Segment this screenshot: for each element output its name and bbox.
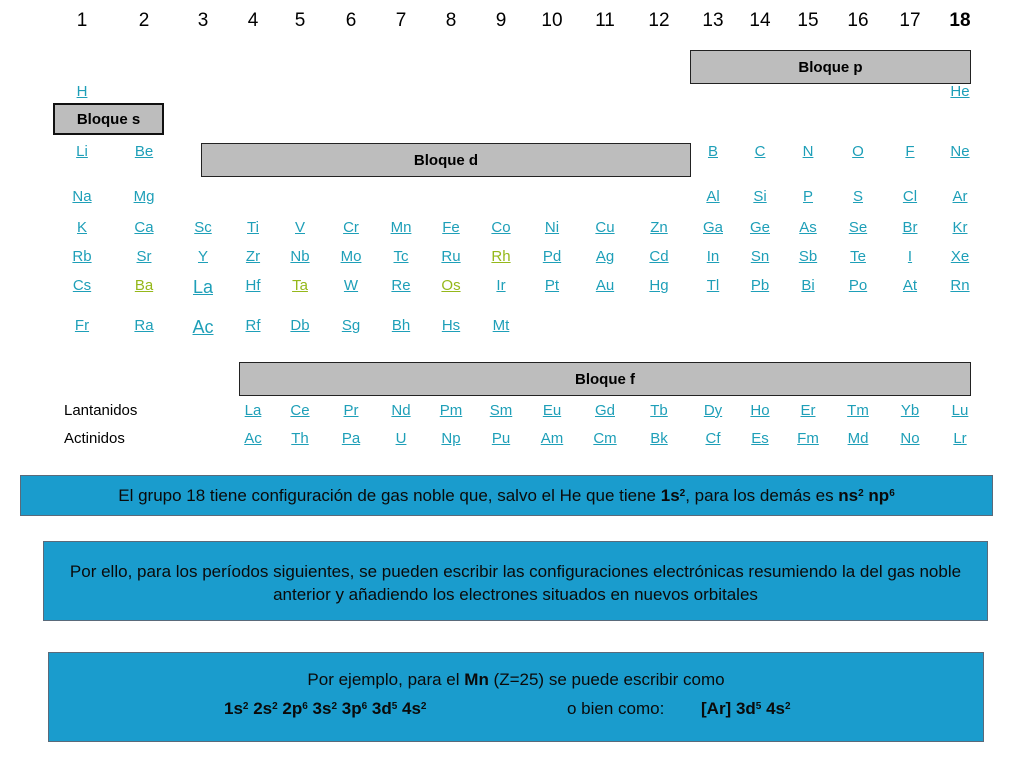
explanation-text: Por ello, para los períodos siguientes, se pueden escribir las configuraciones electrónicas resumiendo la del gas noble anterior y añadiendo los electrones situados en nuevos orbitales (69, 562, 962, 604)
element-link-hs[interactable]: Hs (441, 317, 461, 334)
group-number: 14 (749, 10, 771, 31)
element-link-er[interactable]: Er (800, 402, 816, 419)
element-link-pu[interactable]: Pu (491, 430, 511, 447)
block-s-label: Bloque s (53, 103, 164, 135)
element-link-la[interactable]: La (192, 277, 214, 297)
lanthanides-label: Lantanidos (64, 402, 138, 419)
element-link-pr[interactable]: Pr (343, 402, 359, 419)
element-link-re[interactable]: Re (391, 277, 411, 294)
element-link-lu[interactable]: Lu (951, 402, 969, 419)
element-link-cf[interactable]: Cf (705, 430, 721, 447)
block-f-label: Bloque f (239, 362, 971, 396)
element-link-cu[interactable]: Cu (595, 219, 615, 236)
element-link-v[interactable]: V (294, 219, 305, 236)
element-link-ag[interactable]: Ag (595, 248, 615, 265)
element-link-ca[interactable]: Ca (134, 219, 154, 236)
element-link-as[interactable]: As (799, 219, 817, 236)
group-number: 7 (395, 10, 407, 31)
group-number: 4 (247, 10, 259, 31)
mn-short-configuration: [Ar] $3d^5$ $4s^2$ (701, 699, 791, 718)
element-link-be[interactable]: Be (134, 143, 154, 160)
element-link-ti[interactable]: Ti (247, 219, 259, 236)
element-link-y[interactable]: Y (197, 248, 208, 265)
element-link-pt[interactable]: Pt (544, 277, 560, 294)
element-link-at[interactable]: At (902, 277, 918, 294)
element-link-ni[interactable]: Ni (544, 219, 560, 236)
element-link-mn[interactable]: Mn (390, 219, 412, 236)
group-number: 2 (138, 10, 150, 31)
element-link-la[interactable]: La (244, 402, 262, 419)
element-link-es[interactable]: Es (751, 430, 769, 447)
element-link-ac[interactable]: Ac (192, 317, 214, 337)
element-link-kr[interactable]: Kr (952, 219, 968, 236)
element-link-u[interactable]: U (395, 430, 407, 447)
element-link-pm[interactable]: Pm (439, 402, 463, 419)
element-link-sg[interactable]: Sg (341, 317, 361, 334)
mn-full-configuration: $1s^2$ $2s^2$ $2p^6$ $3s^2$ $3p^6$ $3d^5$ $4s^2$ (224, 699, 427, 718)
element-link-ru[interactable]: Ru (441, 248, 461, 265)
element-link-c[interactable]: C (754, 143, 766, 160)
group-number: 10 (541, 10, 563, 31)
element-link-sm[interactable]: Sm (489, 402, 513, 419)
element-link-sr[interactable]: Sr (136, 248, 152, 265)
element-link-fr[interactable]: Fr (74, 317, 90, 334)
element-link-ta[interactable]: Ta (292, 277, 308, 294)
element-link-sn[interactable]: Sn (750, 248, 770, 265)
element-link-zr[interactable]: Zr (245, 248, 261, 265)
element-link-lr[interactable]: Lr (953, 430, 967, 447)
element-link-rn[interactable]: Rn (950, 277, 970, 294)
info-box-group18: El grupo 18 tiene configuración de gas noble que, salvo el He que tiene $1s^2$, para los demás es $ns^2$ $np^6$ (20, 475, 993, 516)
element-link-b[interactable]: B (707, 143, 718, 160)
element-link-cm[interactable]: Cm (593, 430, 617, 447)
group-number: 9 (495, 10, 507, 31)
group-number: 5 (294, 10, 306, 31)
element-link-na[interactable]: Na (72, 188, 92, 205)
element-link-eu[interactable]: Eu (542, 402, 562, 419)
element-link-ge[interactable]: Ge (749, 219, 770, 236)
element-link-p[interactable]: P (802, 188, 813, 205)
group-number: 3 (197, 10, 209, 31)
element-link-ac[interactable]: Ac (244, 430, 262, 447)
element-link-rh[interactable]: Rh (491, 248, 511, 265)
element-link-ce[interactable]: Ce (290, 402, 310, 419)
group-number: 16 (847, 10, 869, 31)
element-link-bh[interactable]: Bh (391, 317, 411, 334)
element-link-br[interactable]: Br (902, 219, 918, 236)
element-link-f[interactable]: F (905, 143, 915, 160)
element-link-th[interactable]: Th (291, 430, 309, 447)
element-link-te[interactable]: Te (850, 248, 866, 265)
element-link-mt[interactable]: Mt (492, 317, 510, 334)
block-d-label: Bloque d (201, 143, 691, 177)
element-link-hf[interactable]: Hf (245, 277, 261, 294)
element-link-sb[interactable]: Sb (798, 248, 818, 265)
element-link-he[interactable]: He (950, 83, 970, 100)
element-link-au[interactable]: Au (595, 277, 615, 294)
element-link-k[interactable]: K (76, 219, 87, 236)
element-link-ne[interactable]: Ne (950, 143, 970, 160)
element-link-cl[interactable]: Cl (902, 188, 918, 205)
element-link-gd[interactable]: Gd (594, 402, 615, 419)
element-link-ho[interactable]: Ho (750, 402, 770, 419)
group-number: 8 (445, 10, 457, 31)
info-box-explanation (43, 541, 988, 621)
element-link-cd[interactable]: Cd (649, 248, 669, 265)
block-p-label: Bloque p (690, 50, 971, 84)
example-line: Por ejemplo, para el Mn (Z=25) se puede escribir como (307, 670, 725, 689)
element-link-zn[interactable]: Zn (650, 219, 668, 236)
element-link-np[interactable]: Np (441, 430, 461, 447)
element-link-ga[interactable]: Ga (702, 219, 723, 236)
element-link-ra[interactable]: Ra (134, 317, 154, 334)
element-link-cr[interactable]: Cr (343, 219, 359, 236)
group-number: 13 (702, 10, 724, 31)
element-link-md[interactable]: Md (847, 430, 869, 447)
element-link-w[interactable]: W (343, 277, 359, 294)
element-link-nb[interactable]: Nb (290, 248, 310, 265)
group-number: 11 (595, 10, 615, 31)
element-link-pd[interactable]: Pd (542, 248, 562, 265)
group-number: 17 (899, 10, 921, 31)
element-link-mg[interactable]: Mg (133, 188, 155, 205)
element-link-co[interactable]: Co (491, 219, 511, 236)
element-link-rb[interactable]: Rb (72, 248, 92, 265)
element-link-pa[interactable]: Pa (341, 430, 361, 447)
element-link-li[interactable]: Li (76, 143, 88, 160)
element-link-yb[interactable]: Yb (900, 402, 920, 419)
element-link-sc[interactable]: Sc (194, 219, 212, 236)
element-link-tl[interactable]: Tl (706, 277, 720, 294)
element-link-nd[interactable]: Nd (391, 402, 411, 419)
element-link-bk[interactable]: Bk (650, 430, 668, 447)
element-link-o[interactable]: O (852, 143, 864, 160)
element-link-dy[interactable]: Dy (703, 402, 723, 419)
element-link-xe[interactable]: Xe (950, 248, 970, 265)
element-link-in[interactable]: In (706, 248, 720, 265)
element-link-s[interactable]: S (852, 188, 863, 205)
group-number: 1 (76, 10, 88, 31)
element-link-n[interactable]: N (802, 143, 814, 160)
element-link-si[interactable]: Si (753, 188, 767, 205)
element-link-ir[interactable]: Ir (496, 277, 506, 294)
element-link-i[interactable]: I (907, 248, 913, 265)
element-link-am[interactable]: Am (540, 430, 564, 447)
element-link-tb[interactable]: Tb (650, 402, 668, 419)
info-box-example (48, 652, 984, 742)
group-number: 6 (345, 10, 357, 31)
element-link-rf[interactable]: Rf (245, 317, 261, 334)
element-link-os[interactable]: Os (441, 277, 461, 294)
element-link-se[interactable]: Se (848, 219, 868, 236)
actinides-label: Actinidos (64, 430, 125, 447)
element-link-hg[interactable]: Hg (649, 277, 669, 294)
element-link-no[interactable]: No (900, 430, 920, 447)
element-link-tc[interactable]: Tc (393, 248, 409, 265)
or-label: o bien como: (567, 699, 665, 718)
group-number: 12 (648, 10, 670, 31)
element-link-tm[interactable]: Tm (847, 402, 869, 419)
element-link-fm[interactable]: Fm (797, 430, 819, 447)
element-link-al[interactable]: Al (706, 188, 720, 205)
element-link-cs[interactable]: Cs (72, 277, 92, 294)
element-link-h[interactable]: H (76, 83, 88, 100)
element-link-ba[interactable]: Ba (134, 277, 154, 294)
element-link-db[interactable]: Db (290, 317, 310, 334)
element-link-bi[interactable]: Bi (801, 277, 815, 294)
element-link-pb[interactable]: Pb (750, 277, 770, 294)
element-link-po[interactable]: Po (848, 277, 868, 294)
element-link-mo[interactable]: Mo (340, 248, 362, 265)
element-link-fe[interactable]: Fe (442, 219, 460, 236)
group-number: 18 (949, 10, 971, 31)
element-link-ar[interactable]: Ar (952, 188, 968, 205)
group-number: 15 (797, 10, 819, 31)
